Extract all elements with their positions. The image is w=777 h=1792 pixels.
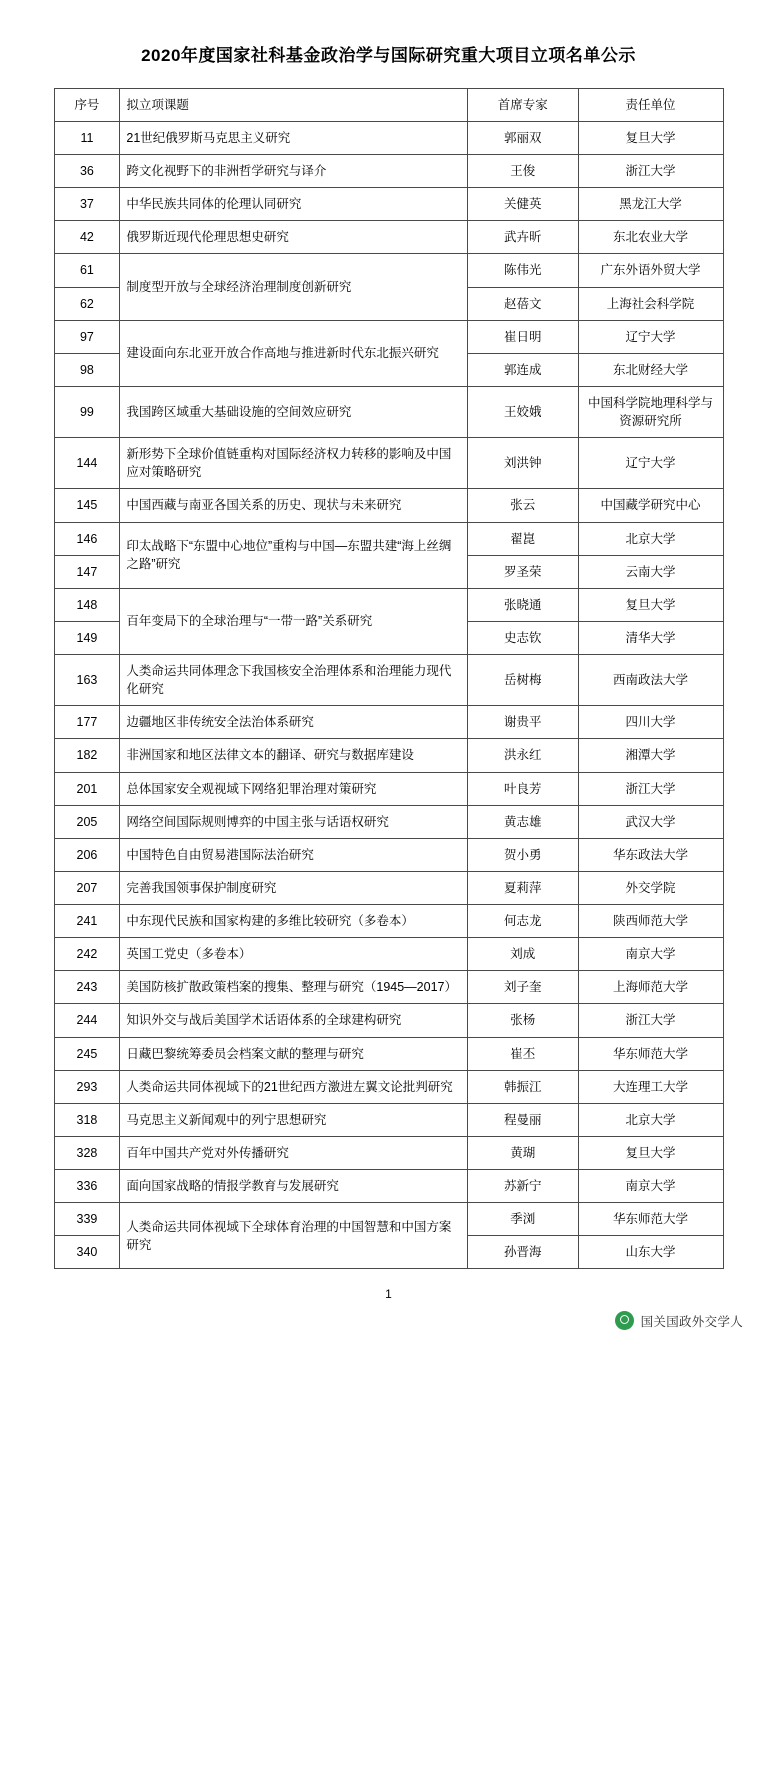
- table-row: [54, 838, 723, 871]
- table-row: [54, 938, 723, 971]
- cell-serial-number: 146: [54, 522, 120, 555]
- cell-chief-expert: 刘成: [468, 938, 578, 971]
- cell-chief-expert: 苏新宁: [468, 1170, 578, 1203]
- cell-responsible-unit: 湘潭大学: [578, 739, 723, 772]
- table-row: [54, 1004, 723, 1037]
- table-row: [54, 320, 723, 353]
- cell-serial-number: 293: [54, 1070, 120, 1103]
- cell-responsible-unit: 西南政法大学: [578, 655, 723, 706]
- cell-chief-expert: 洪永红: [468, 739, 578, 772]
- cell-responsible-unit: 南京大学: [578, 1170, 723, 1203]
- cell-chief-expert: 张杨: [468, 1004, 578, 1037]
- cell-serial-number: 163: [54, 655, 120, 706]
- cell-responsible-unit: 陕西师范大学: [578, 905, 723, 938]
- table-row: [54, 739, 723, 772]
- cell-responsible-unit: 北京大学: [578, 522, 723, 555]
- cell-responsible-unit: 华东政法大学: [578, 838, 723, 871]
- cell-chief-expert: 陈伟光: [468, 254, 578, 287]
- cell-serial-number: 149: [54, 621, 120, 654]
- cell-project-topic: 中国西藏与南亚各国关系的历史、现状与未来研究: [120, 489, 468, 522]
- table-row: [54, 805, 723, 838]
- cell-responsible-unit: 中国科学院地理科学与资源研究所: [578, 386, 723, 437]
- table-row: [54, 871, 723, 904]
- cell-responsible-unit: 大连理工大学: [578, 1070, 723, 1103]
- table-row: [54, 254, 723, 287]
- cell-serial-number: 206: [54, 838, 120, 871]
- table-row: [54, 1203, 723, 1236]
- cell-serial-number: 177: [54, 706, 120, 739]
- cell-serial-number: 242: [54, 938, 120, 971]
- table-row: [54, 489, 723, 522]
- cell-project-topic: 日藏巴黎统筹委员会档案文献的整理与研究: [120, 1037, 468, 1070]
- cell-serial-number: 241: [54, 905, 120, 938]
- cell-chief-expert: 崔日明: [468, 320, 578, 353]
- cell-chief-expert: 崔丕: [468, 1037, 578, 1070]
- table-row: [54, 121, 723, 154]
- cell-serial-number: 144: [54, 438, 120, 489]
- cell-chief-expert: 罗圣荣: [468, 555, 578, 588]
- cell-chief-expert: 岳树梅: [468, 655, 578, 706]
- cell-serial-number: 328: [54, 1136, 120, 1169]
- table-row: [54, 155, 723, 188]
- cell-serial-number: 182: [54, 739, 120, 772]
- cell-chief-expert: 黄瑚: [468, 1136, 578, 1169]
- cell-responsible-unit: 四川大学: [578, 706, 723, 739]
- page-title: 2020年度国家社科基金政治学与国际研究重大项目立项名单公示: [141, 46, 636, 65]
- table-row: [54, 1103, 723, 1136]
- cell-chief-expert: 贺小勇: [468, 838, 578, 871]
- table-header: [54, 88, 723, 121]
- cell-serial-number: 245: [54, 1037, 120, 1070]
- cell-project-topic: 印太战略下“东盟中心地位”重构与中国—东盟共建“海上丝绸之路”研究: [120, 522, 468, 588]
- cell-project-topic: 知识外交与战后美国学术话语体系的全球建构研究: [120, 1004, 468, 1037]
- table-row: [54, 1170, 723, 1203]
- cell-chief-expert: 季浏: [468, 1203, 578, 1236]
- cell-project-topic: 英国工党史（多卷本）: [120, 938, 468, 971]
- cell-responsible-unit: 辽宁大学: [578, 320, 723, 353]
- cell-chief-expert: 谢贵平: [468, 706, 578, 739]
- cell-responsible-unit: 清华大学: [578, 621, 723, 654]
- table-row: [54, 188, 723, 221]
- cell-responsible-unit: 辽宁大学: [578, 438, 723, 489]
- page-number: 1: [385, 1287, 392, 1302]
- cell-serial-number: 97: [54, 320, 120, 353]
- cell-project-topic: 总体国家安全观视域下网络犯罪治理对策研究: [120, 772, 468, 805]
- cell-project-topic: 21世纪俄罗斯马克思主义研究: [120, 121, 468, 154]
- cell-project-topic: 我国跨区域重大基础设施的空间效应研究: [120, 386, 468, 437]
- cell-responsible-unit: 复旦大学: [578, 588, 723, 621]
- column-header-topic: 拟立项课题: [120, 88, 468, 121]
- cell-serial-number: 244: [54, 1004, 120, 1037]
- table-row: [54, 221, 723, 254]
- cell-chief-expert: 王姣娥: [468, 386, 578, 437]
- cell-chief-expert: 郭丽双: [468, 121, 578, 154]
- cell-project-topic: 网络空间国际规则博弈的中国主张与话语权研究: [120, 805, 468, 838]
- cell-responsible-unit: 复旦大学: [578, 121, 723, 154]
- table-row: [54, 1070, 723, 1103]
- cell-chief-expert: 韩振江: [468, 1070, 578, 1103]
- cell-project-topic: 跨文化视野下的非洲哲学研究与译介: [120, 155, 468, 188]
- column-header-unit: 责任单位: [578, 88, 723, 121]
- table-row: [54, 1136, 723, 1169]
- table-row: [54, 971, 723, 1004]
- cell-chief-expert: 黄志雄: [468, 805, 578, 838]
- cell-responsible-unit: 华东师范大学: [578, 1037, 723, 1070]
- brand-name: 国关国政外交学人: [640, 1314, 743, 1329]
- cell-serial-number: 201: [54, 772, 120, 805]
- project-list-table: [54, 88, 724, 1270]
- cell-serial-number: 37: [54, 188, 120, 221]
- cell-responsible-unit: 华东师范大学: [578, 1203, 723, 1236]
- cell-chief-expert: 何志龙: [468, 905, 578, 938]
- cell-responsible-unit: 广东外语外贸大学: [578, 254, 723, 287]
- cell-serial-number: 207: [54, 871, 120, 904]
- cell-serial-number: 318: [54, 1103, 120, 1136]
- cell-project-topic: 新形势下全球价值链重构对国际经济权力转移的影响及中国应对策略研究: [120, 438, 468, 489]
- cell-chief-expert: 刘子奎: [468, 971, 578, 1004]
- cell-project-topic: 制度型开放与全球经济治理制度创新研究: [120, 254, 468, 320]
- cell-responsible-unit: 浙江大学: [578, 1004, 723, 1037]
- table-row: [54, 772, 723, 805]
- cell-responsible-unit: 复旦大学: [578, 1136, 723, 1169]
- table-row: [54, 522, 723, 555]
- cell-responsible-unit: 北京大学: [578, 1103, 723, 1136]
- cell-serial-number: 336: [54, 1170, 120, 1203]
- cell-project-topic: 中东现代民族和国家构建的多维比较研究（多卷本）: [120, 905, 468, 938]
- cell-serial-number: 205: [54, 805, 120, 838]
- cell-project-topic: 中国特色自由贸易港国际法治研究: [120, 838, 468, 871]
- table-row: [54, 1037, 723, 1070]
- cell-serial-number: 11: [54, 121, 120, 154]
- cell-project-topic: 百年中国共产党对外传播研究: [120, 1136, 468, 1169]
- table-row: [54, 588, 723, 621]
- cell-serial-number: 145: [54, 489, 120, 522]
- cell-chief-expert: 张云: [468, 489, 578, 522]
- cell-chief-expert: 史志钦: [468, 621, 578, 654]
- cell-project-topic: 边疆地区非传统安全法治体系研究: [120, 706, 468, 739]
- cell-responsible-unit: 黑龙江大学: [578, 188, 723, 221]
- cell-chief-expert: 关健英: [468, 188, 578, 221]
- table-row: [54, 386, 723, 437]
- cell-project-topic: 美国防核扩散政策档案的搜集、整理与研究（1945—2017）: [120, 971, 468, 1004]
- column-header-expert: 首席专家: [468, 88, 578, 121]
- cell-project-topic: 人类命运共同体视域下全球体育治理的中国智慧和中国方案研究: [120, 1203, 468, 1269]
- cell-project-topic: 百年变局下的全球治理与“一带一路”关系研究: [120, 588, 468, 654]
- cell-chief-expert: 赵蓓文: [468, 287, 578, 320]
- cell-serial-number: 339: [54, 1203, 120, 1236]
- cell-serial-number: 340: [54, 1236, 120, 1269]
- cell-chief-expert: 武卉昕: [468, 221, 578, 254]
- footer-brand: [0, 1307, 777, 1356]
- cell-project-topic: 非洲国家和地区法律文本的翻译、研究与数据库建设: [120, 739, 468, 772]
- cell-responsible-unit: 武汉大学: [578, 805, 723, 838]
- cell-responsible-unit: 上海师范大学: [578, 971, 723, 1004]
- cell-chief-expert: 孙晋海: [468, 1236, 578, 1269]
- cell-serial-number: 36: [54, 155, 120, 188]
- cell-responsible-unit: 云南大学: [578, 555, 723, 588]
- cell-chief-expert: 郭连成: [468, 353, 578, 386]
- cell-serial-number: 42: [54, 221, 120, 254]
- cell-responsible-unit: 浙江大学: [578, 155, 723, 188]
- table-header-row: [54, 88, 723, 121]
- cell-serial-number: 148: [54, 588, 120, 621]
- cell-project-topic: 人类命运共同体视域下的21世纪西方激进左翼文论批判研究: [120, 1070, 468, 1103]
- cell-project-topic: 马克思主义新闻观中的列宁思想研究: [120, 1103, 468, 1136]
- cell-responsible-unit: 中国藏学研究中心: [578, 489, 723, 522]
- cell-chief-expert: 张晓通: [468, 588, 578, 621]
- cell-project-topic: 完善我国领事保护制度研究: [120, 871, 468, 904]
- cell-responsible-unit: 浙江大学: [578, 772, 723, 805]
- cell-serial-number: 61: [54, 254, 120, 287]
- wechat-official-account-icon: [615, 1311, 634, 1330]
- cell-serial-number: 243: [54, 971, 120, 1004]
- cell-project-topic: 人类命运共同体理念下我国核安全治理体系和治理能力现代化研究: [120, 655, 468, 706]
- cell-responsible-unit: 东北财经大学: [578, 353, 723, 386]
- cell-chief-expert: 翟崑: [468, 522, 578, 555]
- cell-responsible-unit: 南京大学: [578, 938, 723, 971]
- cell-responsible-unit: 外交学院: [578, 871, 723, 904]
- table-row: [54, 655, 723, 706]
- cell-project-topic: 中华民族共同体的伦理认同研究: [120, 188, 468, 221]
- cell-serial-number: 62: [54, 287, 120, 320]
- cell-project-topic: 俄罗斯近现代伦理思想史研究: [120, 221, 468, 254]
- cell-project-topic: 建设面向东北亚开放合作高地与推进新时代东北振兴研究: [120, 320, 468, 386]
- column-header-no: 序号: [54, 88, 120, 121]
- cell-responsible-unit: 东北农业大学: [578, 221, 723, 254]
- table-body: [54, 121, 723, 1269]
- cell-chief-expert: 夏莉萍: [468, 871, 578, 904]
- cell-serial-number: 98: [54, 353, 120, 386]
- cell-responsible-unit: 山东大学: [578, 1236, 723, 1269]
- cell-chief-expert: 程曼丽: [468, 1103, 578, 1136]
- cell-responsible-unit: 上海社会科学院: [578, 287, 723, 320]
- table-row: [54, 438, 723, 489]
- cell-chief-expert: 叶良芳: [468, 772, 578, 805]
- cell-serial-number: 147: [54, 555, 120, 588]
- cell-serial-number: 99: [54, 386, 120, 437]
- cell-chief-expert: 刘洪钟: [468, 438, 578, 489]
- cell-chief-expert: 王俊: [468, 155, 578, 188]
- table-row: [54, 905, 723, 938]
- table-row: [54, 706, 723, 739]
- cell-project-topic: 面向国家战略的情报学教育与发展研究: [120, 1170, 468, 1203]
